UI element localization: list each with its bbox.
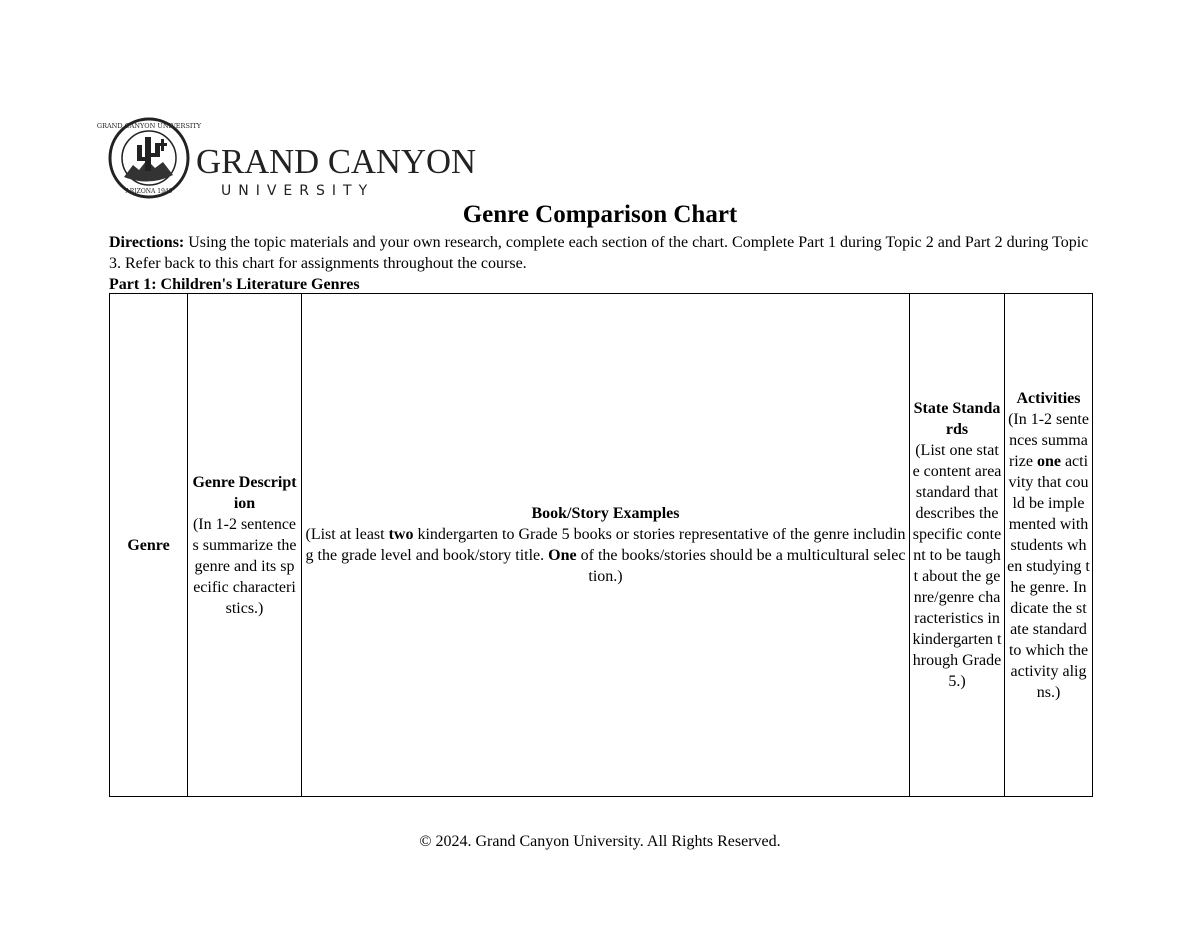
page-title: Genre Comparison Chart bbox=[462, 201, 738, 228]
seal-bottom-text: ARIZONA 1949 bbox=[125, 188, 173, 195]
state-standards-note: (List one state content area standard that describes the specific content to be taught about the genre/genre characteristics in kindergarten through Grade 5.) bbox=[912, 442, 1002, 690]
activities-header-cell bbox=[1005, 294, 1093, 797]
table-header-row bbox=[110, 294, 1093, 797]
genre-description-header-cell bbox=[188, 294, 302, 797]
part1-heading: Part 1: Children's Literature Genres bbox=[109, 276, 360, 293]
directions-text: Using the topic materials and your own research, complete each section of the chart. Complete Part 1 during Topic 2 and Part 2 during Topic 3. Refer back to this chart for assignments throughout the course. bbox=[109, 234, 1089, 272]
directions-label: Directions: bbox=[109, 234, 185, 251]
book-story-examples-note: (List at least two kindergarten to Grade 5 books or stories representative of the genre including the grade level and book/story title. One of the books/stories should be a multicultural selection.) bbox=[305, 526, 906, 585]
activities-heading: Activities bbox=[1016, 389, 1081, 407]
genre-header-cell bbox=[110, 294, 188, 797]
book-story-examples-heading: Book/Story Examples bbox=[531, 505, 680, 522]
state-standards-header-cell bbox=[910, 294, 1005, 797]
genre-description-heading: Genre Description bbox=[192, 473, 297, 512]
university-logo bbox=[96, 115, 481, 203]
university-seal-icon bbox=[97, 119, 202, 197]
copyright-footer: © 2024. Grand Canyon University. All Rights Reserved. bbox=[419, 833, 781, 850]
activities-note: (In 1-2 sentences summarize one activity that could be implemented with students when studying the genre. Indicate the state standard to which the activity aligns.) bbox=[1007, 410, 1090, 701]
genre-heading: Genre bbox=[127, 536, 170, 554]
logo-subtitle: UNIVERSITY bbox=[221, 183, 375, 199]
book-story-examples-header-cell bbox=[302, 294, 910, 797]
logo-wordmark: GRAND CANYON bbox=[196, 142, 476, 181]
state-standards-heading: State Standards bbox=[913, 400, 1001, 438]
genre-description-note: (In 1-2 sentences summarize the genre and its specific characteristics.) bbox=[192, 515, 297, 617]
directions bbox=[109, 232, 1094, 274]
genre-comparison-table bbox=[109, 293, 1093, 797]
seal-text: GRAND CANYON UNIVERSITY bbox=[96, 122, 202, 130]
